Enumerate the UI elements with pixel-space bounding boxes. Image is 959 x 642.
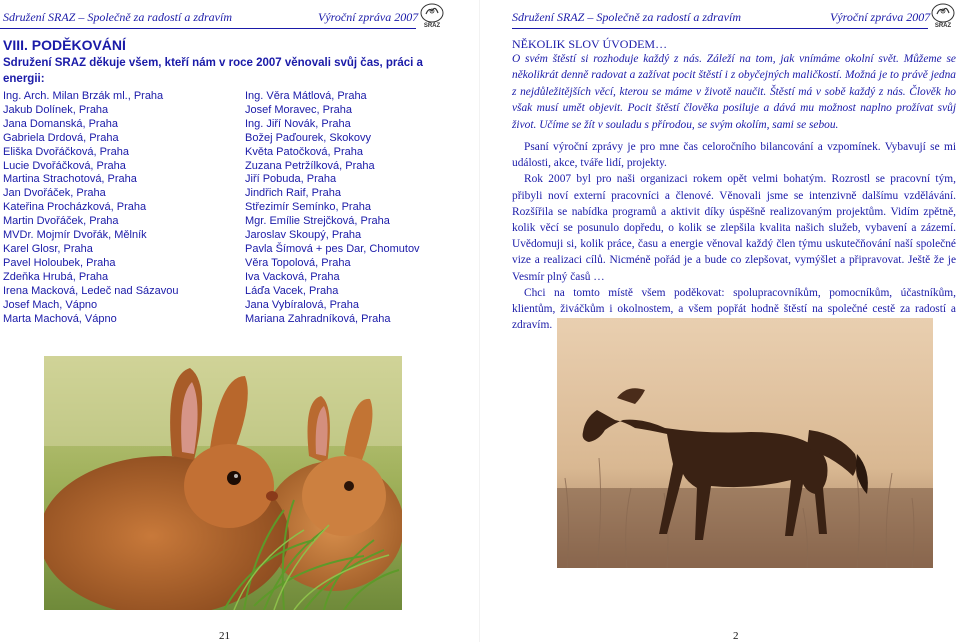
- col2-name-item: Jiří Pobuda, Praha: [245, 173, 337, 186]
- col1-name-item: Irena Macková, Ledeč nad Sázavou: [3, 284, 179, 297]
- col2-name-item: Střezimír Semínko, Praha: [245, 201, 371, 214]
- col2-name-item: Ing. Věra Mátlová, Praha: [245, 90, 367, 102]
- page-number-left: 21: [219, 630, 230, 642]
- left-page: [0, 0, 479, 642]
- sraz-logo: [417, 2, 447, 28]
- col1-name-item: Jan Dvořáček, Praha: [3, 187, 106, 200]
- col1-name-item: Jakub Dolínek, Praha: [3, 103, 109, 116]
- paragraph-1: Psaní výroční zprávy je pro mne čas celoročního bilancování a vzpomínek. Vybavují se mi události, akce, tváře lidí, projekty.: [512, 141, 956, 170]
- col2-name-item: Věra Topolová, Praha: [245, 256, 351, 269]
- col2-name-item: Jaroslav Skoupý, Praha: [245, 229, 362, 242]
- col2-name-item: Mgr. Emílie Strejčková, Praha: [245, 215, 390, 228]
- body-text: [512, 139, 956, 333]
- logo-text: SRAZ: [423, 23, 441, 28]
- page-number-right: 2: [733, 630, 739, 642]
- col2-name-item: Božej Paďourek, Skokovy: [245, 131, 371, 144]
- header-report-title: Výroční zpráva 2007: [830, 10, 931, 24]
- horse-photo: [557, 318, 933, 568]
- col1-name-item: Karel Glosr, Praha: [3, 242, 93, 255]
- header-org-name: Sdružení SRAZ – Společně za radostí a zdravím: [512, 10, 741, 24]
- col1-name-item: Martin Dvořáček, Praha: [3, 215, 119, 228]
- col1-name-item: Josef Mach, Vápno: [3, 298, 98, 311]
- rabbits-photo: [44, 356, 402, 610]
- right-page: [480, 0, 959, 642]
- col1-name-item: MVDr. Mojmír Dvořák, Mělník: [3, 229, 147, 242]
- header-report-title: Výroční zpráva 2007: [318, 10, 419, 24]
- col2-name-item: Jindřich Raif, Praha: [245, 187, 341, 200]
- thanks-subtitle: Sdružení SRAZ děkuje všem, kteří nám v roce 2007 věnovali svůj čas, práci a energii:: [3, 57, 423, 85]
- section-title: VIII. PODĚKOVÁNÍ: [3, 37, 126, 53]
- col2-name-item: Iva Vacková, Praha: [245, 270, 340, 283]
- intro-title: NĚKOLIK SLOV ÚVODEM…: [512, 37, 668, 51]
- col1-name-item: Lucie Dvořáčková, Praha: [3, 159, 126, 172]
- col2-name-item: Zuzana Petržílková, Praha: [245, 159, 375, 172]
- header-org-name: Sdružení SRAZ – Společně za radostí a zdravím: [3, 10, 232, 24]
- col1-name-item: Pavel Holoubek, Praha: [3, 256, 116, 269]
- names-column-2: [245, 90, 420, 326]
- intro-text: O svém štěstí si rozhoduje každý z nás. Záleží na tom, jak vnímáme okolní svět. Můžeme se několikrát denně radovat a zažívat pocit štěstí i z obyčejných maličkostí. Možná je to právě jedna z nejdůležitějších věcí, kterou se máme v životě naučit. Štěstí má v sobě každý z nás. Člověk ho však musí umět objevit. Pocit štěstí člověka posiluje a dává mu možnost naplno prožívat svůj život. Učíme se žít v souladu s přírodou, se svým okolím, sami se sebou.: [512, 53, 956, 131]
- col1-name-item: Gabriela Drdová, Praha: [3, 131, 119, 144]
- col1-name-item: Eliška Dvořáčková, Praha: [3, 145, 129, 158]
- col2-name-item: Ing. Jiří Novák, Praha: [245, 117, 351, 130]
- col2-name-item: Mariana Zahradníková, Praha: [245, 312, 391, 325]
- col1-name-item: Marta Machová, Vápno: [3, 312, 117, 325]
- col2-name-item: Pavla Šímová + pes Dar, Chomutov: [245, 242, 420, 255]
- col1-name-item: Jana Domanská, Praha: [3, 117, 118, 130]
- col2-name-item: Láďa Vacek, Praha: [245, 284, 339, 297]
- col2-name-item: Josef Moravec, Praha: [245, 103, 352, 116]
- header-rule: [512, 28, 928, 29]
- sraz-logo: [928, 2, 958, 28]
- col2-name-item: Květa Patočková, Praha: [245, 145, 364, 158]
- paragraph-2: Rok 2007 byl pro naši organizaci rokem opět velmi bohatým. Rozrostl se pracovní tým, přibyli noví externí pracovníci a členové. Věnovali jsme se intenzivně dalšímu vzdělávání. Rozšířila se nabídka programů a aktivit díky úspěšně realizovaným projektům. Vidím zpětně, kolik věcí se posunulo dopředu, o kolik se zlepšila kvalita našich služeb, vybavení a zázemí. Uvědomuji si, kolik práce, času a energie věnoval každý člen týmu uskutečňování naší společné vize a realizaci cílů. Nicméně pořád je a bude co zlepšovat, vymýšlet a připravovat. Ještě že je Vesmír plný časů …: [512, 173, 956, 283]
- col1-name-item: Kateřina Procházková, Praha: [3, 201, 147, 214]
- col2-name-item: Jana Vybíralová, Praha: [245, 298, 359, 311]
- header-rule: [0, 28, 416, 29]
- logo-text: SRAZ: [934, 23, 952, 28]
- col1-name-item: Zdeňka Hrubá, Praha: [3, 270, 109, 283]
- col1-name-item: Ing. Arch. Milan Brzák ml., Praha: [3, 90, 164, 102]
- col1-name-item: Martina Strachotová, Praha: [3, 173, 137, 186]
- paragraph-3: Chci na tomto místě všem poděkovat: spolupracovníkům, pomocníkům, účastníkům, klientům, živáčkům i okolnostem, a všem popřát hodně štěstí na společné cestě za radostí a zdravím.: [512, 286, 956, 332]
- names-column-1: [3, 90, 179, 326]
